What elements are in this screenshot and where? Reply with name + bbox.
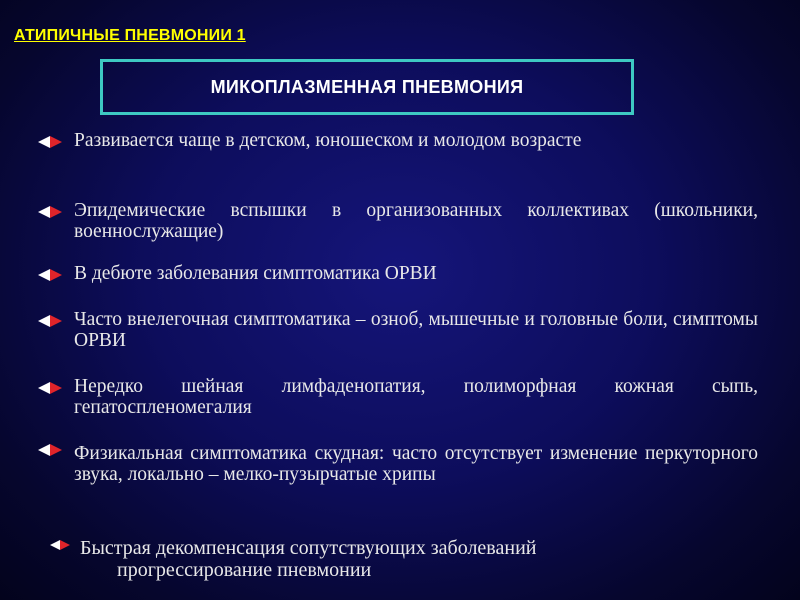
double-arrow-icon xyxy=(50,539,70,551)
slide-title: АТИПИЧНЫЕ ПНЕВМОНИИ 1 xyxy=(14,27,246,44)
bullet-text: Развивается чаще в детском, юношеском и молодом возрасте xyxy=(74,130,582,151)
bullet-text: В дебюте заболевания симптоматика ОРВИ xyxy=(74,263,437,284)
double-arrow-icon xyxy=(38,205,62,219)
double-arrow-icon xyxy=(38,314,62,328)
bullet-text: Нередко шейная лимфаденопатия, полиморфная кожная сыпь, гепатоспленомегалия xyxy=(74,376,758,418)
bullet-text: Часто внелегочная симптоматика – озноб, мышечные и головные боли, симптомы ОРВИ xyxy=(74,309,758,351)
double-arrow-icon xyxy=(38,443,62,457)
double-arrow-icon xyxy=(38,268,62,282)
bullet-text: Эпидемические вспышки в организованных коллективах (школьники, военнослужащие) xyxy=(74,200,758,242)
double-arrow-icon xyxy=(38,381,62,395)
bullet-text: Физикальная симптоматика скудная: часто отсутствует изменение перкуторного звука, локально – мелко-пузырчатые хрипы xyxy=(74,443,758,485)
double-arrow-icon xyxy=(38,135,62,149)
subtitle-text: МИКОПЛАЗМЕННАЯ ПНЕВМОНИЯ xyxy=(210,76,524,97)
bullet-text-continuation: прогрессирование пневмонии xyxy=(117,559,372,581)
bullet-text: Быстрая декомпенсация сопутствующих заболеваний xyxy=(80,537,537,559)
